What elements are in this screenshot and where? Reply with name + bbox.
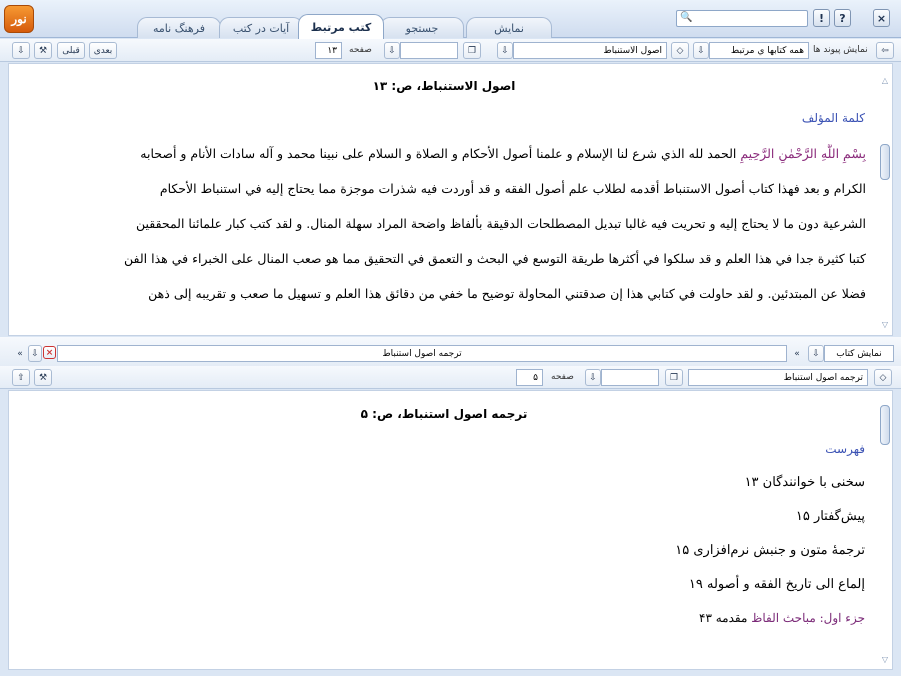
tab-dictionary[interactable]: فرهنگ نامه	[137, 17, 221, 38]
bottom-page-label: صفحه	[551, 372, 574, 382]
arrow-down-icon[interactable]: ⇩	[12, 42, 30, 59]
tools-icon[interactable]: ⚒	[34, 42, 52, 59]
bottom-page-title: ترجمه اصول استنباط، ص: ۵	[360, 407, 528, 421]
search-icon: 🔍	[680, 12, 693, 23]
tag-icon[interactable]: ◇	[671, 42, 689, 59]
section-title: كلمة المؤلف	[801, 111, 865, 125]
bottom-content-pane	[8, 390, 893, 670]
close-book-icon[interactable]: ×	[43, 346, 56, 359]
scroll-up-icon[interactable]: △	[881, 76, 889, 85]
prev-button[interactable]: قبلى	[57, 42, 85, 59]
text-line-3: الشرعية دون ما لا يحتاج إليه و تحريت فيه غالبا تبديل المصطلحات الدقيقة بألفاظ واضحة المراد سهلة المنال. و لقد كتب كبار علمائنا المحققين	[135, 216, 866, 231]
page-jump-input[interactable]	[400, 42, 458, 59]
show-book-button[interactable]: نمايش كتاب	[824, 345, 894, 362]
arrow-up-icon[interactable]: ⇧	[12, 369, 30, 386]
toc-item[interactable]: ترجمۀ متون و جنبش نرم‌افزارى ۱۵	[675, 543, 865, 558]
basmala: بِسْمِ اللَّهِ الرَّحْمٰنِ الرَّحِيمِ	[740, 146, 866, 161]
toc-item[interactable]: پيش‌گفتار ۱۵	[795, 509, 865, 524]
page-label: صفحه	[349, 45, 372, 55]
toc-item[interactable]: سخنى با خوانندگان ۱۳	[744, 475, 865, 490]
page-title: اصول الاستنباط، ص: ۱۳	[372, 79, 516, 93]
bottom-tag-icon[interactable]: ◇	[874, 369, 892, 386]
page-down-icon[interactable]: ⇩	[384, 42, 400, 59]
tab-display[interactable]: نمايش	[466, 17, 552, 38]
toc-item[interactable]	[500, 611, 865, 625]
text-line-1-content: الحمد لله الذي شرع لنا الإسلام و علمنا أصول الأحكام و الصلاة و السلام على نبينا محمد و آله سادات الأنام و أصحابه	[140, 146, 737, 161]
back-arrow-icon[interactable]: ⇦	[876, 42, 894, 59]
scroll-down-icon[interactable]: ▽	[881, 320, 889, 329]
help-button[interactable]: ?	[834, 9, 851, 27]
linked-down-icon[interactable]: ⇩	[693, 42, 709, 59]
mid-down-icon[interactable]: ⇩	[28, 345, 42, 362]
tab-search[interactable]: جستجو	[380, 17, 464, 38]
expand-left-icon[interactable]: «	[17, 348, 23, 359]
bottom-page-down-icon[interactable]: ⇩	[585, 369, 601, 386]
scroll-thumb[interactable]	[880, 144, 890, 180]
page-number-input[interactable]: ۱۳	[315, 42, 342, 59]
app-logo[interactable]: نور	[4, 5, 34, 33]
text-line-1	[16, 144, 866, 164]
expand-right-icon[interactable]: «	[794, 348, 800, 359]
tab-related-books[interactable]: كتب مرتبط	[298, 14, 384, 39]
show-book-down-icon[interactable]: ⇩	[808, 345, 824, 362]
top-scrollbar[interactable]	[878, 64, 892, 335]
text-line-2: الكرام و بعد فهذا كتاب أصول الاستنباط أقدمه لطلاب علم أصول الفقه و قد أوردت فيه شذرات موجزة مما يحتاج إليه في استنباط الأحكام	[159, 181, 866, 196]
toc-item[interactable]: إلماع الى تاريخ الفقه و أصوله ۱۹	[688, 577, 865, 592]
close-button[interactable]: ×	[873, 9, 890, 27]
bottom-scroll-thumb[interactable]	[880, 405, 890, 445]
info-button[interactable]: !	[813, 9, 830, 27]
book-down-icon[interactable]: ⇩	[497, 42, 513, 59]
show-links-label: نمايش پيوند ها	[813, 45, 868, 55]
bottom-page-jump-input[interactable]	[601, 369, 659, 386]
next-button[interactable]: بعدى	[89, 42, 117, 59]
tab-verses-in-books[interactable]: آيات در كتب	[219, 17, 303, 38]
book-selector[interactable]: اصول الاستنباط	[513, 42, 667, 59]
separator	[855, 9, 863, 27]
bottom-page-number-input[interactable]: ۵	[516, 369, 543, 386]
text-line-4: كتبا كثيرة جدا في هذا العلم و قد سلكوا في أكثرها طريقة التوسع في البحث و التعمق في التحقيق مما هو صعب المنال على الخبراء في هذا الفن	[124, 251, 866, 266]
book-text	[16, 144, 866, 304]
linked-books-selector[interactable]: همه كتابها ي مرتبط	[709, 42, 809, 59]
bottom-tools-icon[interactable]: ⚒	[34, 369, 52, 386]
bottom-scrollbar[interactable]	[878, 391, 892, 669]
toc-part-label: جزء اول: مباحث الفاظ	[751, 611, 865, 625]
parallel-book-field[interactable]: ترجمه اصول استنباط	[57, 345, 787, 362]
bottom-section-title: فهرست	[825, 442, 865, 456]
search-input[interactable]	[676, 10, 808, 27]
toc-part-suffix: مقدمه ۴۳	[699, 611, 748, 625]
text-line-5: فضلا عن المبتدئين. و لقد حاولت في كتابي هذا إن صدقتني المحاولة توضيح ما خفي من دقائق هذا العلم و تسهيل ما صعب و تقريبه إلى ذهن	[148, 286, 866, 301]
bottom-scroll-down-icon[interactable]: ▽	[881, 655, 889, 664]
copy-icon[interactable]: ❐	[463, 42, 481, 59]
bottom-book-selector[interactable]: ترجمه اصول استنباط	[688, 369, 868, 386]
bottom-copy-icon[interactable]: ❐	[665, 369, 683, 386]
